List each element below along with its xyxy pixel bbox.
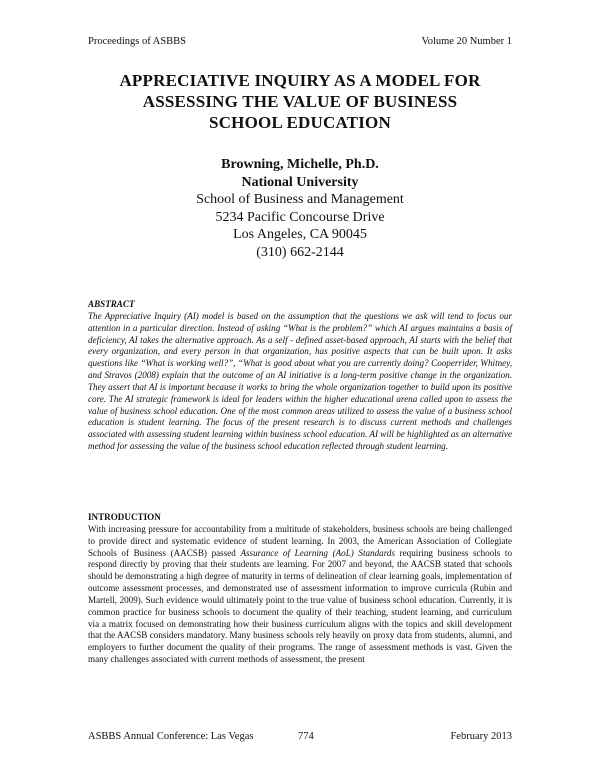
intro-text-part-1: With increasing pressure for accountability from a multitude of stakeholders, business schools are being challenged to provide direct and systematic evidence of student learning. In 2003, the American Association of Collegiate Schools of Business (AACSB) passed	[88, 523, 512, 558]
intro-italic-term: Assurance of Learning (AoL) Standards	[240, 547, 395, 558]
title-line-3: SCHOOL EDUCATION	[209, 113, 391, 132]
running-header	[88, 36, 512, 47]
introduction-body	[88, 524, 512, 666]
author-block	[60, 156, 540, 261]
abstract-section	[88, 299, 512, 453]
conference-name: ASBBS Annual Conference: Las Vegas	[88, 731, 254, 742]
introduction-section	[88, 512, 512, 666]
introduction-heading: INTRODUCTION	[88, 512, 161, 522]
author-phone: (310) 662-2144	[256, 244, 344, 260]
conference-date: February 2013	[450, 731, 512, 742]
author-university: National University	[241, 174, 359, 190]
title-line-1: APPRECIATIVE INQUIRY AS A MODEL FOR	[119, 71, 481, 90]
intro-text-part-2: requiring business schools to respond directly by proving that their students are learning. For 2007 and beyond, the AACSB stated that schools should be demonstrating a high degree of maturity in terms of delineation of clear learning goals, implementation of outcome assessment processes, and demonstrated use of assessment information to improve curricula (Rubin and Martell, 2009). Such evidence would ultimately point to the true value of business school education. Currently, it is common practice for business schools to document the quality of their teaching, student learning, and curriculum via a matrix focused on demonstrating how their business curriculum aligns with the topics and skill development that the AACSB considers mandatory. Many business schools rely heavily on proxy data from students, alumni, and employers to further document the quality of their programs. The range of assessment methods is vast. Given the many challenges associated with current methods of assessment, the present	[88, 547, 512, 665]
journal-name: Proceedings of ASBBS	[88, 36, 187, 47]
volume-info: Volume 20 Number 1	[421, 36, 512, 47]
abstract-body: The Appreciative Inquiry (AI) model is based on the assumption that the questions we ask will tend to focus our attention in a particular direction. Instead of asking “What is the problem?” which AI argues maintains a basis of deficiency, AI takes the alternative approach. As a self - defined asset-based approach, AI starts with the belief that every organization, and every person in that organization, has positive aspects that can be built upon. It asks questions like “What is working well?”, “What is good about what you are currently doing? Cooperrider, Whitney, and Stravos (2008) explain that the outcome of an AI initiative is a long-term positive change in the organization. They assert that AI is important because it works to bring the whole organization together to build upon its positive core. The AI strategic framework is ideal for leaders within the higher educational arena called upon to assess the value of business school education. One of the most common areas utilized to assess the value of a business school education is student learning. The focus of the present research is to discuss current methods and challenges associated with assessing student learning within business school education. AI will be highlighted as an alternative method for assessing the value of the business school education reflected through student learning.	[88, 310, 512, 452]
paper-title	[60, 70, 540, 133]
author-city: Los Angeles, CA 90045	[233, 227, 367, 242]
author-street: 5234 Pacific Concourse Drive	[215, 209, 385, 225]
author-school: School of Business and Management	[196, 192, 404, 207]
page-number: 774	[298, 731, 314, 742]
running-footer	[88, 731, 512, 745]
author-name: Browning, Michelle, Ph.D.	[221, 157, 379, 172]
abstract-heading: ABSTRACT	[88, 299, 135, 309]
title-line-2: ASSESSING THE VALUE OF BUSINESS	[142, 92, 458, 111]
